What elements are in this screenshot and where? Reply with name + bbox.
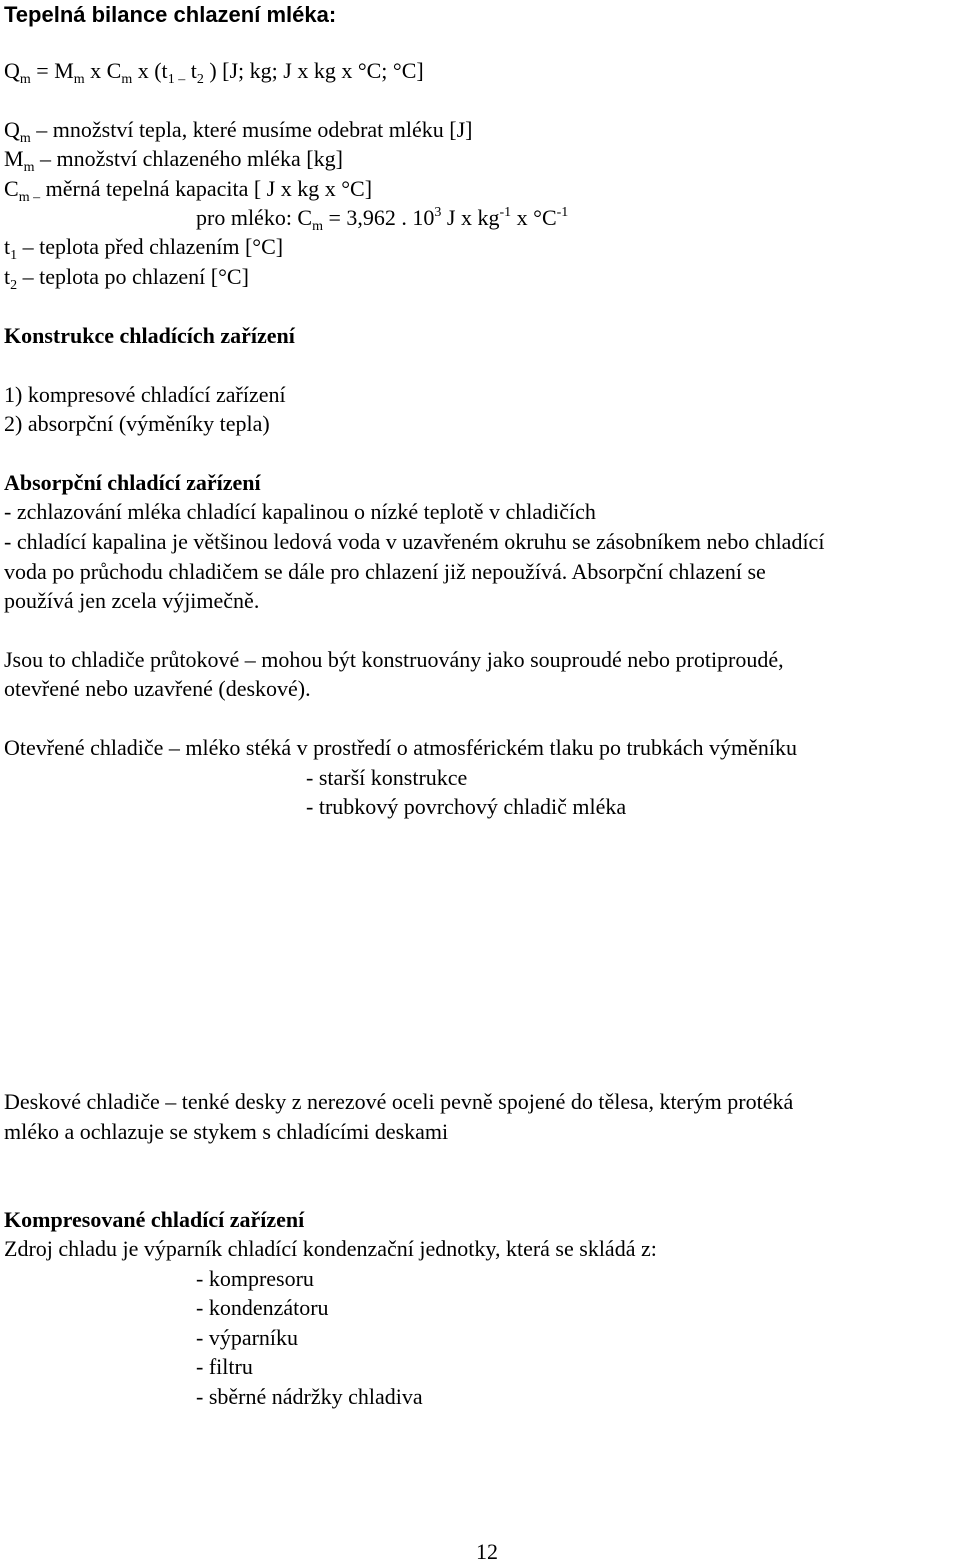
milk-units-b: x °C [511,205,557,230]
definition-t2-text: – teplota po chlazení [°C] [17,264,249,289]
milk-sub: m [312,219,323,234]
formula-t1-sub: 1 – [167,72,186,87]
compression-item: - kondenzátoru [196,1295,329,1320]
formula-units: ) [J; kg; J x kg x °C; °C] [203,58,424,83]
flow-line-1: Jsou to chladiče průtokové – mohou být konstruovány jako souproudé nebo protiproudé, [4,647,784,672]
compression-item: - výparníku [196,1325,299,1350]
definition-q-text: – množství tepla, které musíme odebrat mléku [J] [30,117,473,142]
compression-item: - filtru [196,1354,253,1379]
absorption-title: Absorpční chladící zařízení [4,470,261,495]
formula-t2: t [185,58,197,83]
definition-t2-symbol: t [4,264,11,289]
definition-t1-symbol: t [4,234,11,259]
definition-t1 [4,234,284,263]
milk-prefix: pro mléko: C [196,205,313,230]
open-coolers-item-1: - starší konstrukce [306,765,468,790]
formula-c: C [106,58,122,83]
definition-c-sub: m – [18,190,41,205]
definition-m-sub: m [23,160,35,175]
formula-c-sub: m [121,72,133,87]
milk-exp3: -1 [556,205,569,220]
absorption-line-3: voda po průchodu chladičem se dále pro chlazení již nepoužívá. Absorpční chlazení se [4,559,766,584]
absorption-line-4: používá jen zcela výjimečně. [4,588,260,613]
construction-title: Konstrukce chladících zařízení [4,323,295,348]
definition-t1-text: – teplota před chlazením [°C] [17,234,284,259]
formula-m-sub: m [73,72,85,87]
definition-m-text: – množství chlazeného mléka [kg] [34,146,343,171]
definition-c-text: měrná tepelná kapacita [ J x kg x °C] [40,176,373,201]
formula-t2-sub: 2 [196,72,204,87]
definition-c-symbol: C [4,176,19,201]
open-coolers-item-2: - trubkový povrchový chladič mléka [306,794,627,819]
definition-m [4,146,343,175]
formula-x2: x (t [132,58,168,83]
milk-units-a: J x kg [441,205,500,230]
compression-item: - kompresoru [196,1266,314,1291]
milk-exp: 3 [434,205,442,220]
formula-eq: = [30,58,55,83]
milk-exp2: -1 [499,205,512,220]
construction-item-2: 2) absorpční (výměníky tepla) [4,411,270,436]
absorption-line-1: - zchlazování mléka chladící kapalinou o nízké teplotě v chladičích [4,499,596,524]
definition-q-symbol: Q [4,117,20,142]
page-heading: Tepelná bilance chlazení mléka: [4,2,337,27]
flow-line-2: otevřené nebo uzavřené (deskové). [4,676,311,701]
definition-t2-sub: 2 [10,278,18,293]
page-number: 12 [476,1539,498,1564]
formula-x1: x [84,58,107,83]
milk-eq: = [323,205,347,230]
definition-c [4,176,373,205]
open-coolers-line: Otevřené chladiče – mléko stéká v prostředí o atmosférickém tlaku po trubkách výměníku [4,735,797,760]
construction-item-1: 1) kompresové chladící zařízení [4,382,286,407]
milk-heat-capacity [196,205,569,234]
formula-q: Q [4,58,20,83]
milk-value: 3,962 . 10 [346,205,435,230]
plate-coolers-line-2: mléko a ochlazuje se stykem s chladícími deskami [4,1119,449,1144]
definition-q-sub: m [19,131,31,146]
plate-coolers-line-1: Deskové chladiče – tenké desky z nerezové oceli pevně spojené do tělesa, kterým protéká [4,1089,794,1114]
definition-m-symbol: M [4,146,24,171]
absorption-line-2: - chladící kapalina je většinou ledová voda v uzavřeném okruhu se zásobníkem nebo chladící [4,529,825,554]
compression-title: Kompresované chladící zařízení [4,1207,305,1232]
compression-intro: Zdroj chladu je výparník chladící kondenzační jednotky, která se skládá z: [4,1236,657,1261]
compression-item: - sběrné nádržky chladiva [196,1384,423,1409]
definition-t2 [4,264,249,293]
heat-balance-formula [4,58,424,87]
definition-t1-sub: 1 [10,248,18,263]
formula-m: M [54,58,74,83]
definition-q [4,117,473,146]
formula-q-sub: m [19,72,31,87]
